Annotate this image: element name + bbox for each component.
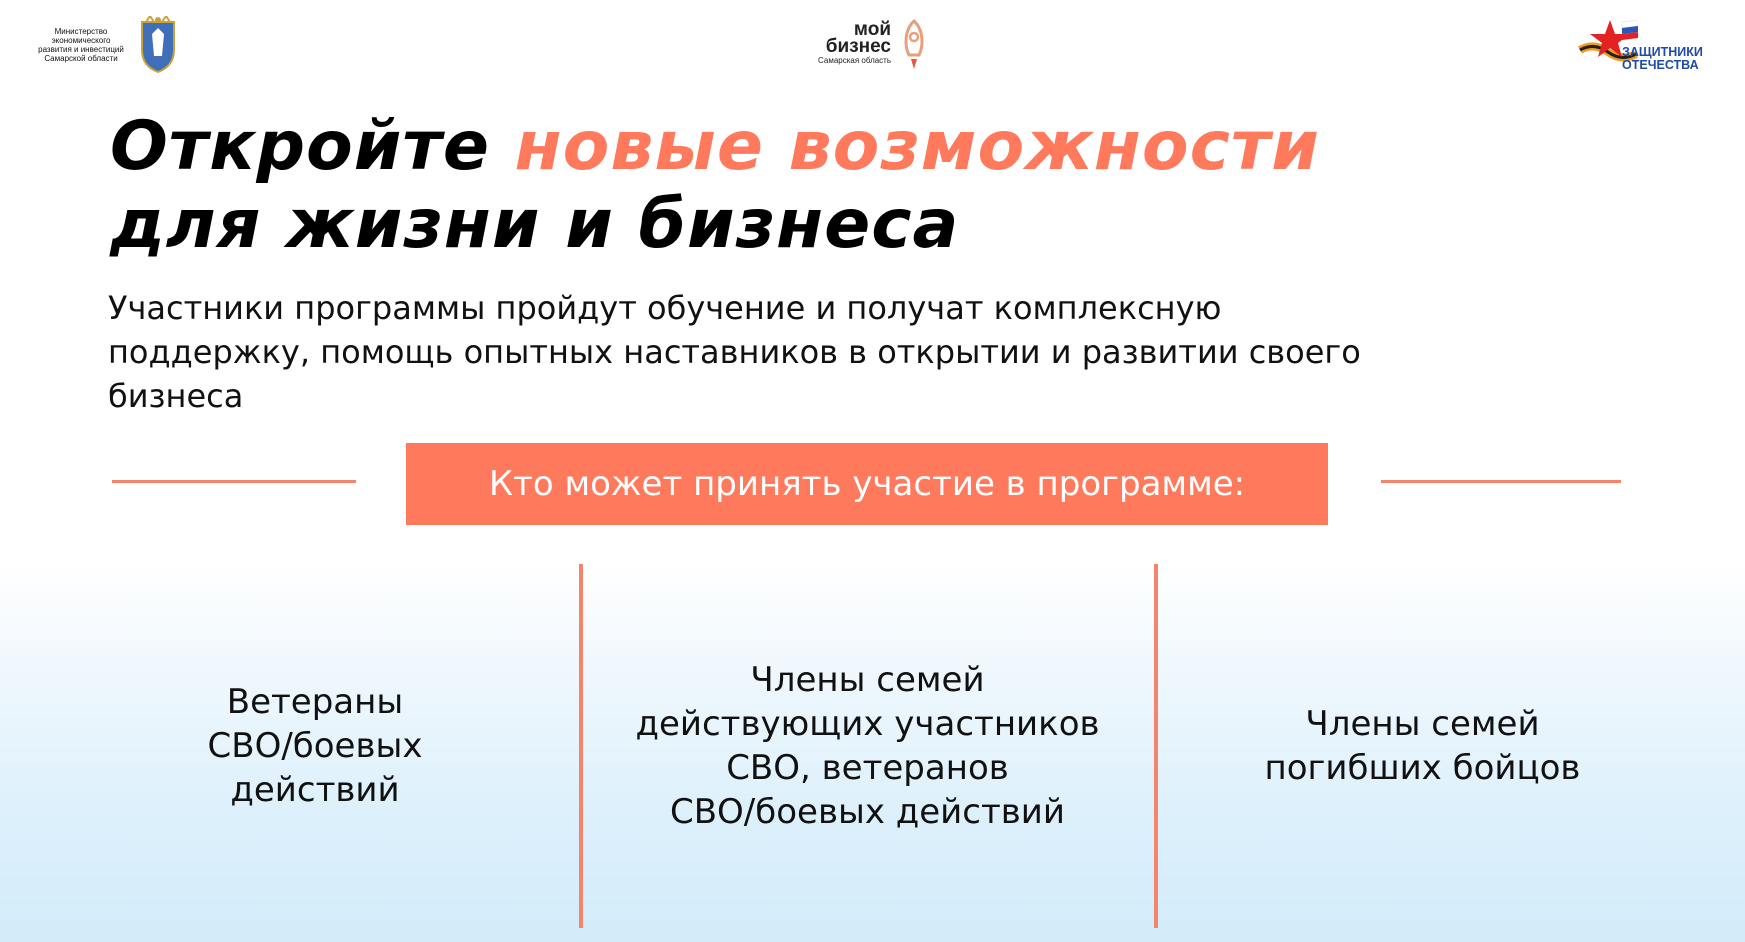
lead-paragraph: Участники программы пройдут обучение и получат комплексную поддержку, помощь опытных наставников в открытии и развитии своего бизнеса <box>108 289 1361 415</box>
divider-right <box>1381 480 1621 483</box>
brand-word-2: бизнес <box>825 36 892 57</box>
title-part-1: Откройте <box>110 107 515 186</box>
brand-word-1: мой <box>853 19 892 40</box>
column-veterans <box>150 564 480 928</box>
title-line-2: для жизни и бизнеса <box>110 185 960 264</box>
column-family-members <box>600 564 1135 928</box>
page-title <box>110 108 1320 264</box>
defenders-text: ЗАЩИТНИКИ ОТЕЧЕСТВА <box>1622 45 1703 72</box>
rocket-icon <box>897 17 931 71</box>
coat-of-arms-icon <box>132 16 184 74</box>
ministry-name: Министерство экономического развития и инвестиций Самарской области <box>38 27 124 63</box>
column-fallen-families <box>1180 564 1665 928</box>
participants-banner: Кто может принять участие в программе: <box>406 443 1328 525</box>
brand-region: Самарская область <box>818 56 892 65</box>
column-separator <box>1154 564 1158 928</box>
divider-left <box>112 480 356 483</box>
defenders-logo <box>1578 8 1703 74</box>
column-text: Члены семей действующих участников СВО, ветеранов СВО/боевых действий <box>635 660 1100 832</box>
column-text: Ветераны СВО/боевых действий <box>207 682 423 810</box>
ministry-logo <box>36 14 184 76</box>
title-accent: новые возможности <box>514 107 1320 186</box>
column-separator <box>579 564 583 928</box>
moy-biznes-logo <box>818 14 931 74</box>
column-text: Члены семей погибших бойцов <box>1264 704 1581 788</box>
